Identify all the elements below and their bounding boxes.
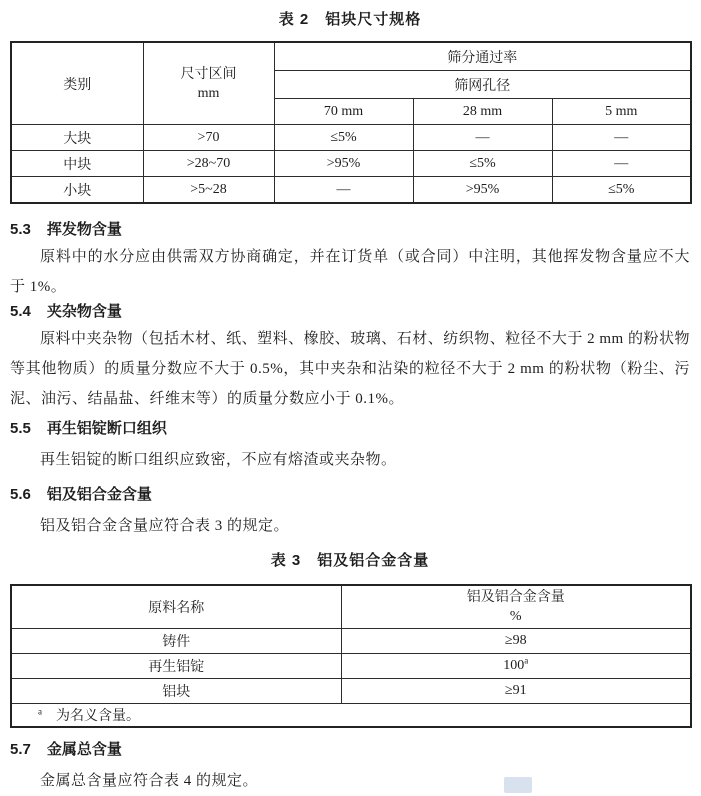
table2-header-aperture-5: 5 mm <box>552 99 691 125</box>
table2-row-medium <box>11 151 691 177</box>
table3-header-content <box>341 585 691 629</box>
table2-cell-28mm: ≤5% <box>413 151 552 177</box>
table2-cell-size: >70 <box>143 125 274 151</box>
table3-cell-value: 100$^a$ <box>341 654 691 679</box>
table2-header-size-range-unit: mm <box>197 85 220 101</box>
table2-cell-size: >5~28 <box>143 177 274 204</box>
section-heading-5-3 <box>10 220 690 240</box>
section-number: 5.7 <box>10 741 31 758</box>
table3-footnote <box>11 704 691 728</box>
section-title: 铝及铝合金含量 <box>46 486 152 503</box>
table3-header-content-unit: % <box>509 609 522 624</box>
table3-caption: 表 3 铝及铝合金含量 <box>270 552 430 569</box>
table2-cell-size: >28~70 <box>143 151 274 177</box>
table3 <box>10 584 692 728</box>
table2-cell-70mm: >95% <box>274 151 413 177</box>
table3-cell-value: ≥98 <box>341 629 691 654</box>
table2-cell-category: 中块 <box>11 151 143 177</box>
table3-cell-material: 再生铝锭 <box>11 654 341 679</box>
table3-header-content-label: 铝及铝合金含量 <box>466 590 565 605</box>
table2-header-aperture: 筛网孔径 <box>274 71 691 99</box>
table2-header-size-range <box>143 42 274 125</box>
table2-header-pass-rate: 筛分通过率 <box>274 42 691 71</box>
table2-row-small <box>11 177 691 204</box>
table2-caption: 表 2 铝块尺寸规格 <box>278 11 422 28</box>
section-title: 挥发物含量 <box>46 221 122 238</box>
footnote-marker: a <box>38 706 42 717</box>
footnote-text: 为名义含量。 <box>56 709 140 724</box>
table2-header-size-range-label: 尺寸区间 <box>180 66 237 82</box>
table2-header-category: 类别 <box>11 42 143 125</box>
section-heading-5-6 <box>10 485 690 505</box>
table2-row-large <box>11 125 691 151</box>
table3-cell-value: ≥91 <box>341 679 691 704</box>
section-number: 5.5 <box>10 420 31 437</box>
table2-header-aperture-28: 28 mm <box>413 99 552 125</box>
table3-row-aluminum-block <box>11 679 691 704</box>
table2-cell-28mm: >95% <box>413 177 552 204</box>
table2-cell-category: 小块 <box>11 177 143 204</box>
table2-cell-5mm: — <box>552 151 691 177</box>
table3-row-castings <box>11 629 691 654</box>
table2-cell-70mm: ≤5% <box>274 125 413 151</box>
section-number: 5.4 <box>10 303 31 320</box>
footnote-marker: a <box>524 655 529 666</box>
section-body-5-7: 金属总含量应符合表 4 的规定。 <box>40 773 259 789</box>
section-heading-5-5 <box>10 419 690 439</box>
section-body-5-3: 原料中的水分应由供需双方协商确定，并在订货单（或合同）中注明，其他挥发物含量应不大于 1%。 <box>10 249 690 295</box>
table3-row-recycled-ingot <box>11 654 691 679</box>
section-body-5-4: 原料中夹杂物（包括木材、纸、塑料、橡胶、玻璃、石材、纺织物、粒径不大于 2 mm 的粉状物等其他物质）的质量分数应不大于 0.5%，其中夹杂和沾染的粒径不大于 2 mm 的粉状物（粉尘、污泥、油污、结晶盐、纤维末等）的质量分数应小于 0.1%。 <box>10 331 690 407</box>
section-title: 金属总含量 <box>46 741 122 758</box>
table3-cell-material: 铝块 <box>11 679 341 704</box>
table3-cell-material: 铸件 <box>11 629 341 654</box>
table2-cell-70mm: — <box>274 177 413 204</box>
section-number: 5.3 <box>10 221 31 238</box>
section-title: 夹杂物含量 <box>46 303 122 320</box>
table2-cell-category: 大块 <box>11 125 143 151</box>
table3-header-material: 原料名称 <box>11 585 341 629</box>
section-heading-5-4 <box>10 302 690 322</box>
watermark-badge <box>504 777 532 793</box>
section-body-5-5: 再生铝锭的断口组织应致密，不应有熔渣或夹杂物。 <box>40 452 397 468</box>
table2-header-aperture-70: 70 mm <box>274 99 413 125</box>
section-number: 5.6 <box>10 486 31 503</box>
table2-cell-5mm: — <box>552 125 691 151</box>
section-heading-5-7 <box>10 740 690 760</box>
table2-cell-28mm: — <box>413 125 552 151</box>
table2 <box>10 41 692 204</box>
section-body-5-6: 铝及铝合金含量应符合表 3 的规定。 <box>40 518 290 534</box>
section-title: 再生铝锭断口组织 <box>46 420 167 437</box>
table2-cell-5mm: ≤5% <box>552 177 691 204</box>
